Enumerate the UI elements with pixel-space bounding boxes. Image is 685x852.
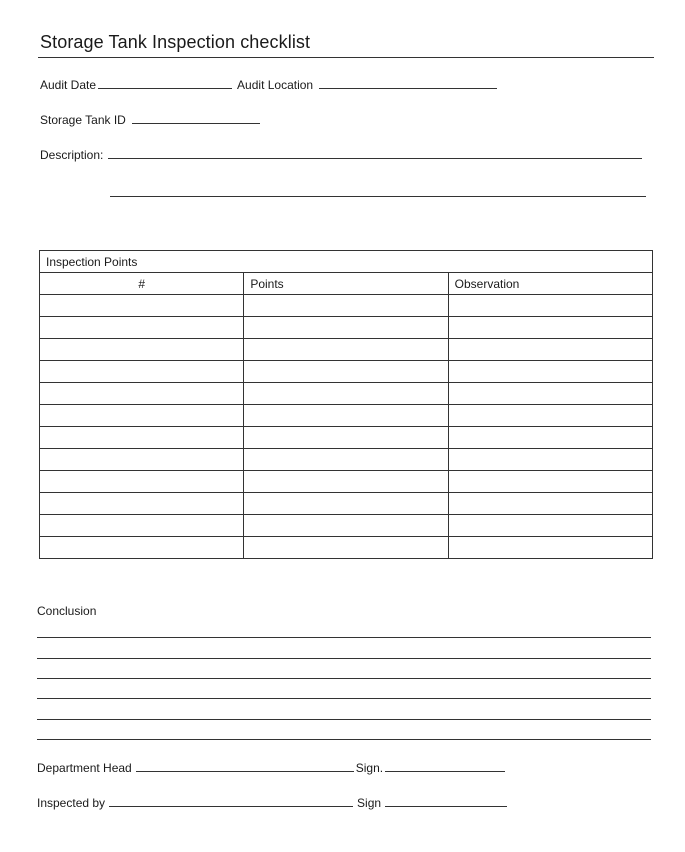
audit-date-field[interactable] — [98, 77, 232, 89]
table-row — [40, 339, 653, 361]
table-row — [40, 515, 653, 537]
table-row — [40, 405, 653, 427]
row-point-cell[interactable] — [244, 471, 448, 493]
row-point-cell[interactable] — [244, 449, 448, 471]
row-point-cell[interactable] — [244, 427, 448, 449]
row-number-cell[interactable] — [40, 295, 244, 317]
table-body — [40, 295, 653, 559]
row-point-cell[interactable] — [244, 295, 448, 317]
conclusion-line-1[interactable] — [37, 637, 651, 638]
row-number-cell[interactable] — [40, 427, 244, 449]
row-point-cell[interactable] — [244, 405, 448, 427]
audit-date-label: Audit Date — [40, 78, 97, 92]
storage-tank-id-field[interactable] — [132, 112, 260, 124]
document-title: Storage Tank Inspection checklist — [40, 32, 311, 52]
table-row — [40, 493, 653, 515]
row-number-cell[interactable] — [40, 405, 244, 427]
column-header-number: # — [40, 273, 244, 295]
audit-date-row — [40, 77, 497, 92]
row-number-cell[interactable] — [40, 493, 244, 515]
storage-tank-id-row — [40, 112, 260, 127]
row-point-cell[interactable] — [244, 493, 448, 515]
row-observation-cell[interactable] — [448, 405, 652, 427]
department-head-label: Department Head — [37, 761, 132, 775]
row-observation-cell[interactable] — [448, 427, 652, 449]
row-number-cell[interactable] — [40, 383, 244, 405]
description-field-line-1[interactable] — [108, 147, 642, 159]
row-observation-cell[interactable] — [448, 295, 652, 317]
table-row — [40, 383, 653, 405]
inspected-by-row — [37, 795, 507, 810]
table-row — [40, 449, 653, 471]
audit-location-field[interactable] — [319, 77, 497, 89]
conclusion-line-4[interactable] — [37, 698, 651, 699]
storage-tank-id-label: Storage Tank ID — [40, 113, 126, 127]
inspected-by-sign-field[interactable] — [385, 795, 507, 807]
table-row — [40, 427, 653, 449]
description-label: Description: — [40, 148, 104, 162]
conclusion-line-2[interactable] — [37, 658, 651, 659]
audit-location-label: Audit Location — [237, 78, 314, 92]
inspected-by-label: Inspected by — [37, 796, 106, 810]
row-observation-cell[interactable] — [448, 383, 652, 405]
row-number-cell[interactable] — [40, 339, 244, 361]
title-underline — [38, 57, 654, 58]
inspection-table — [39, 250, 653, 559]
table-caption: Inspection Points — [40, 251, 653, 273]
table-header-row — [40, 273, 653, 295]
table-row — [40, 537, 653, 559]
row-observation-cell[interactable] — [448, 537, 652, 559]
row-number-cell[interactable] — [40, 317, 244, 339]
row-point-cell[interactable] — [244, 383, 448, 405]
row-point-cell[interactable] — [244, 361, 448, 383]
description-row — [40, 147, 642, 162]
row-point-cell[interactable] — [244, 515, 448, 537]
inspected-by-sign-label: Sign — [357, 796, 382, 810]
department-head-sign-label: Sign. — [355, 761, 384, 775]
row-observation-cell[interactable] — [448, 317, 652, 339]
conclusion-line-3[interactable] — [37, 678, 651, 679]
row-number-cell[interactable] — [40, 471, 244, 493]
table-row — [40, 317, 653, 339]
row-point-cell[interactable] — [244, 339, 448, 361]
row-point-cell[interactable] — [244, 317, 448, 339]
row-number-cell[interactable] — [40, 449, 244, 471]
department-head-field[interactable] — [136, 760, 354, 772]
conclusion-line-6[interactable] — [37, 739, 651, 740]
table-caption-row — [40, 251, 653, 273]
row-observation-cell[interactable] — [448, 339, 652, 361]
column-header-points: Points — [244, 273, 448, 295]
row-number-cell[interactable] — [40, 537, 244, 559]
row-observation-cell[interactable] — [448, 471, 652, 493]
row-observation-cell[interactable] — [448, 515, 652, 537]
table-row — [40, 295, 653, 317]
row-observation-cell[interactable] — [448, 449, 652, 471]
column-header-observation: Observation — [448, 273, 652, 295]
row-number-cell[interactable] — [40, 515, 244, 537]
department-head-row — [37, 760, 505, 775]
table-row — [40, 471, 653, 493]
department-head-sign-field[interactable] — [385, 760, 505, 772]
row-observation-cell[interactable] — [448, 361, 652, 383]
row-point-cell[interactable] — [244, 537, 448, 559]
row-number-cell[interactable] — [40, 361, 244, 383]
description-field-line-2[interactable] — [110, 196, 646, 197]
row-observation-cell[interactable] — [448, 493, 652, 515]
conclusion-line-5[interactable] — [37, 719, 651, 720]
table-row — [40, 361, 653, 383]
inspected-by-field[interactable] — [109, 795, 353, 807]
conclusion-label: Conclusion — [37, 604, 97, 618]
